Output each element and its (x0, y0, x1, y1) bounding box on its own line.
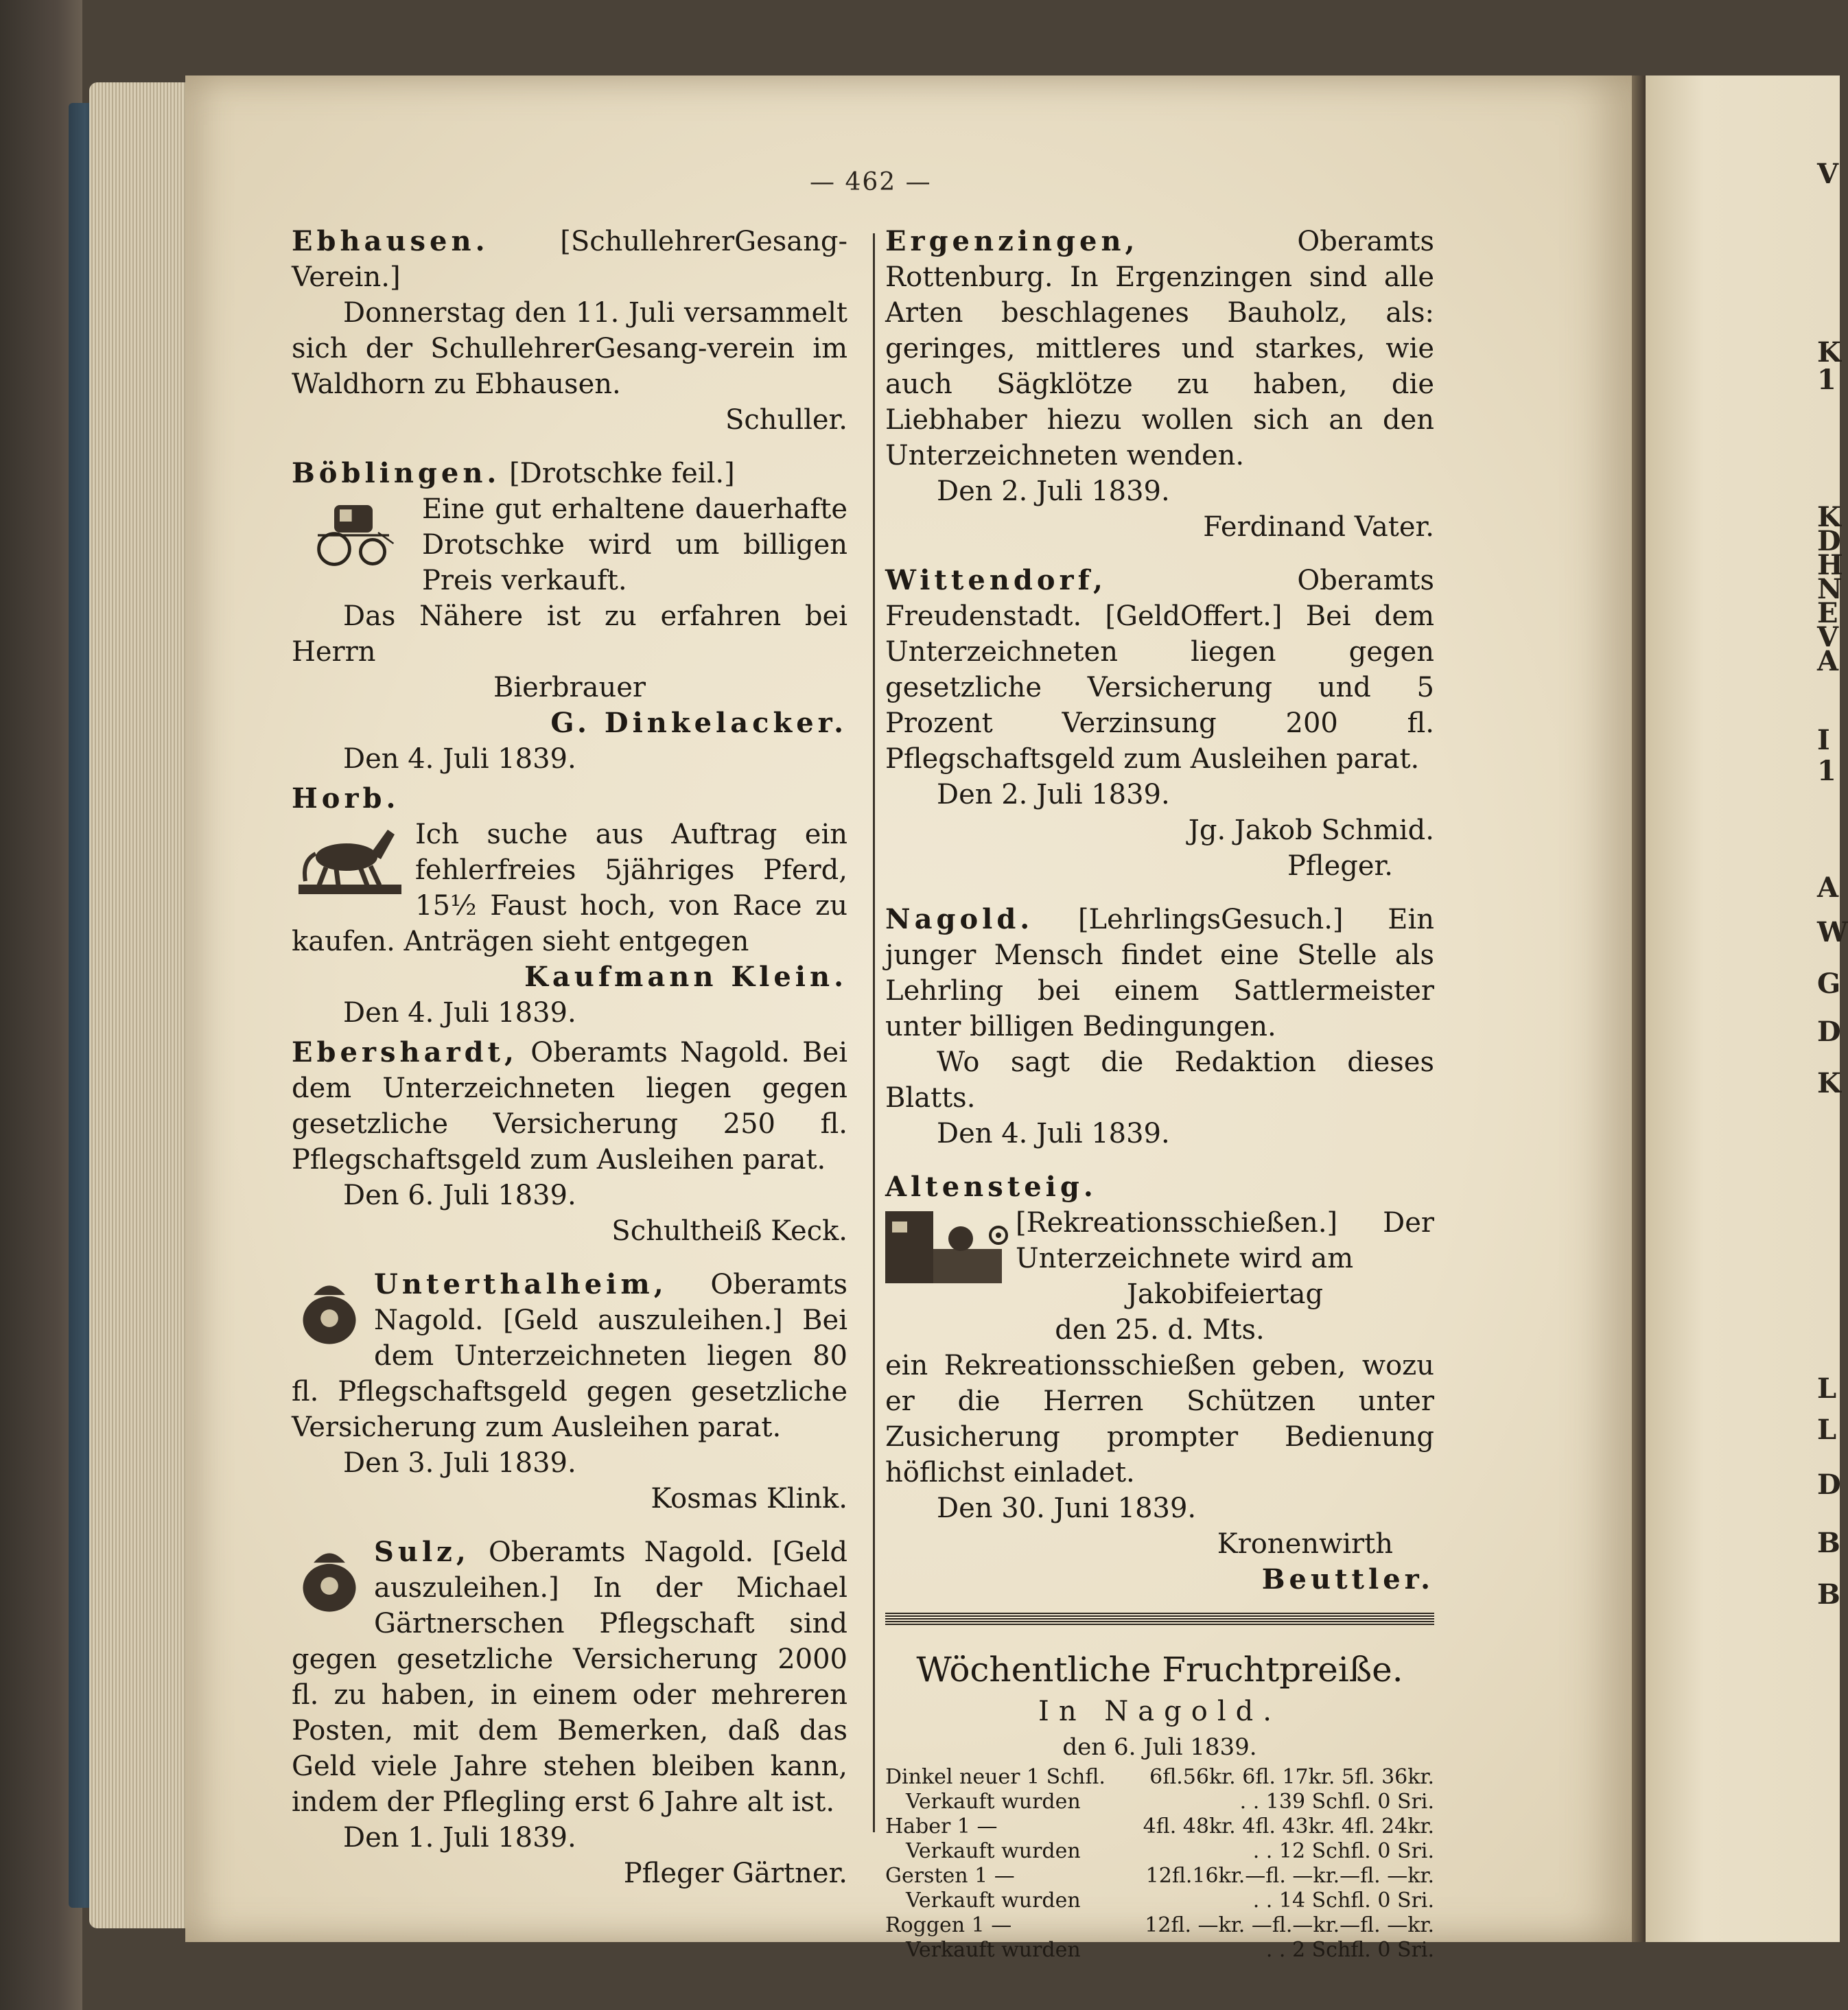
ad-place: Altensteig. (885, 1171, 1097, 1203)
ad-date: Den 6. Juli 1839. (343, 1180, 576, 1211)
ad-body-2: Das Nähere ist zu erfahren bei Herrn (292, 600, 847, 668)
table-row (885, 1938, 1434, 1963)
ad-signature-title: Bierbrauer (493, 672, 646, 703)
ad-ergenzingen (885, 224, 1434, 545)
ad-date: Den 4. Juli 1839. (343, 743, 576, 775)
table-cell-values: . . 12 Schfl. 0 Sri. (1252, 1839, 1434, 1863)
carriage-woodcut-icon (292, 494, 415, 576)
table-row (885, 1864, 1434, 1889)
table-cell-label: Dinkel neuer 1 Schfl. (885, 1765, 1106, 1789)
table-cell-values: 12fl. —kr. —fl.—kr.—fl. —kr. (1145, 1913, 1434, 1937)
ad-place: Ergenzingen, (885, 225, 1139, 257)
ad-date: Den 2. Juli 1839. (937, 779, 1170, 810)
ad-date: Den 4. Juli 1839. (937, 1118, 1170, 1149)
next-page-fragment: L (1817, 1372, 1837, 1405)
ad-place: Wittendorf, (885, 564, 1107, 596)
ad-topic: [SchullehrerGesang-Verein.] (292, 226, 847, 293)
table-cell-values: . . 14 Schfl. 0 Sri. (1252, 1889, 1434, 1913)
next-page-fragment: 1 (1817, 755, 1836, 787)
table-row (885, 1839, 1434, 1864)
ad-horb (292, 781, 847, 1031)
ad-body: [Rekreationsschießen.] Der Unterzeichnete wird am (1016, 1207, 1434, 1274)
table-cell-label: Verkauft wurden (906, 1790, 1081, 1814)
page-edges (89, 82, 199, 1928)
ad-signature: G. Dinkelacker. (550, 707, 847, 739)
ad-body: Oberamts Nagold. [Geld auszuleihen.] Bei dem Unterzeichneten liegen 80 fl. Pflegschaftsgeld gegen gesetzliche Versicherung zum Ausleihen parat. (292, 1269, 847, 1443)
ad-body: Oberamts Nagold. [Geld auszuleihen.] In der Michael Gärtnerschen Pflegschaft sind gegen gesetzliche Versicherung 2000 fl. zu haben, in einem oder mehreren Posten, mit dem Bemerken, daß das Geld viele Jahre stehen bleiben kann, indem der Pflegling erst 6 Jahre alt ist. (292, 1536, 848, 1818)
ad-nagold-lehrling (885, 902, 1434, 1152)
ad-ebershardt (292, 1035, 847, 1249)
ad-place: Böblingen. (292, 457, 501, 489)
next-page-fragment: H (1817, 549, 1843, 581)
next-page-fragment: A (1817, 645, 1839, 677)
table-cell-values: 6fl.56kr. 6fl. 17kr. 5fl. 36kr. (1149, 1765, 1434, 1789)
next-page-fragment: V (1817, 621, 1839, 653)
ad-place: Horb. (292, 782, 400, 815)
ad-signature-2: Beuttler. (1261, 1563, 1434, 1596)
grain-prices (885, 1646, 1434, 1963)
prices-title: Wöchentliche Fruchtpreiße. (916, 1650, 1403, 1690)
ad-body: Ich suche aus Auftrag ein fehlerfreies 5jähriges Pferd, 15½ Faust hoch, von Race zu kaufen. Anträgen sieht entgegen (292, 819, 847, 957)
next-page-fragment: G (1817, 968, 1841, 1000)
ad-signature: Kosmas Klink. (651, 1483, 847, 1515)
left-column (292, 220, 847, 1891)
ad-signature: Schultheiß Keck. (611, 1215, 847, 1247)
ad-wittendorf (885, 563, 1434, 884)
page-gutter (1632, 75, 1646, 1942)
table-cell-label: Gersten 1 — (885, 1864, 1015, 1888)
ad-signature-title: Pfleger. (1287, 850, 1393, 882)
ad-signature: Ferdinand Vater. (1203, 511, 1434, 543)
ad-signature: Schuller. (725, 404, 847, 436)
right-column (885, 220, 1434, 1963)
horse-woodcut-icon (292, 819, 408, 902)
ad-signature: Kronenwirth (1217, 1528, 1393, 1560)
ad-signature: Jg. Jakob Schmid. (1188, 815, 1434, 846)
next-page-fragment: I (1817, 724, 1830, 756)
next-page-fragment: D (1817, 525, 1841, 557)
money-bag-woodcut-icon (292, 1537, 367, 1620)
prices-date: den 6. Juli 1839. (1062, 1733, 1257, 1761)
table-row (885, 1790, 1434, 1814)
ad-place: Nagold. (885, 903, 1034, 935)
ad-body-2: Wo sagt die Redaktion dieses Blatts. (885, 1047, 1434, 1114)
ad-sulz (292, 1534, 847, 1891)
next-page-fragment: V (1817, 158, 1839, 190)
table-cell-values: 4fl. 48kr. 4fl. 43kr. 4fl. 24kr. (1143, 1814, 1434, 1838)
table-cell-values: . . 139 Schfl. 0 Sri. (1239, 1790, 1434, 1814)
next-page-fragment: W (1817, 916, 1848, 948)
next-page-fragment: L (1817, 1414, 1837, 1446)
ad-place: Ebhausen. (292, 225, 489, 257)
ad-center-line-1: Jakobifeiertag (1126, 1278, 1324, 1310)
next-page-fragment: B (1817, 1527, 1840, 1559)
column-divider (873, 233, 875, 1832)
ad-date: Den 4. Juli 1839. (343, 997, 576, 1029)
page-number: — 462 — (810, 168, 932, 196)
ad-topic: [Drotschke feil.] (509, 458, 735, 489)
ad-signature: Pfleger Gärtner. (623, 1858, 847, 1889)
table-cell-label: Verkauft wurden (906, 1839, 1081, 1863)
ad-body: Donnerstag den 11. Juli versammelt sich der SchullehrerGesang-verein im Waldhorn zu Ebhausen. (292, 297, 847, 400)
ad-signature: Kaufmann Klein. (524, 961, 847, 993)
ad-ebhausen (292, 224, 847, 438)
ad-body-2: ein Rekreationsschießen geben, wozu er die Herren Schützen unter Zusicherung prompter Bedienung höflichst einladet. (885, 1350, 1434, 1488)
next-page-fragment: B (1817, 1578, 1840, 1611)
section-rule (885, 1613, 1434, 1625)
ad-place: Sulz, (374, 1536, 470, 1568)
ad-body: Oberamts Freudenstadt. [GeldOffert.] Bei dem Unterzeichneten liegen gegen gesetzliche Versicherung und 5 Prozent Verzinsung 200 fl. Pflegschaftsgeld zum Ausleihen parat. (885, 565, 1434, 775)
ad-date: Den 1. Juli 1839. (343, 1822, 576, 1854)
table-cell-label: Roggen 1 — (885, 1913, 1012, 1937)
next-page-fragment: E (1817, 597, 1838, 629)
ad-body: Oberamts Nagold. Bei dem Unterzeichneten liegen gegen gesetzliche Versicherung 250 fl. Pflegschaftsgeld zum Ausleihen parat. (292, 1037, 847, 1176)
ad-date: Den 2. Juli 1839. (937, 476, 1170, 507)
ad-date: Den 30. Juni 1839. (937, 1493, 1197, 1524)
table-row (885, 1765, 1434, 1790)
next-page-edge (1646, 75, 1848, 1942)
table-cell-values: . . 2 Schfl. 0 Sri. (1265, 1938, 1434, 1962)
shooting-range-woodcut-icon (885, 1208, 1009, 1290)
table-cell-label: Verkauft wurden (906, 1889, 1081, 1913)
ad-body: Eine gut erhaltene dauerhafte Drotschke wird um billigen Preis verkauft. (422, 493, 847, 596)
prices-table (885, 1765, 1434, 1963)
next-page-fragment: D (1817, 1016, 1841, 1048)
next-page-fragment: N (1817, 573, 1843, 605)
next-page-fragment: D (1817, 1469, 1841, 1501)
table-row (885, 1814, 1434, 1839)
ad-altensteig (885, 1169, 1434, 1598)
next-page-fragment: K (1817, 501, 1841, 533)
next-page-fragment: A (1817, 872, 1839, 904)
ad-unterthalheim (292, 1267, 847, 1517)
ad-body: [LehrlingsGesuch.] Ein junger Mensch findet eine Stelle als Lehrling bei einem Sattlermeister unter billigen Bedingungen. (885, 904, 1434, 1042)
ad-place: Unterthalheim, (374, 1268, 668, 1300)
table-cell-label: Verkauft wurden (906, 1938, 1081, 1962)
next-page-fragment: K (1817, 1067, 1841, 1099)
table-row (885, 1889, 1434, 1913)
ad-place: Ebershardt, (292, 1036, 518, 1068)
ad-date: Den 3. Juli 1839. (343, 1447, 576, 1479)
prices-place: In Nagold. (1038, 1696, 1281, 1727)
ad-boeblingen (292, 456, 847, 777)
next-page-fragment: 1 (1817, 364, 1836, 396)
next-page-fragment: K (1817, 336, 1841, 369)
table-row (885, 1913, 1434, 1938)
ad-body: Oberamts Rottenburg. In Ergenzingen sind alle Arten beschlagenes Bauholz, als: geringes, mittleres und starkes, wie auch Sägklötze zu haben, die Liebhaber hiezu wollen sich an den Unterzeichneten wenden. (885, 226, 1434, 471)
table-cell-values: 12fl.16kr.—fl. —kr.—fl. —kr. (1145, 1864, 1434, 1888)
money-bag-woodcut-icon (292, 1270, 367, 1352)
ad-center-line-2: den 25. d. Mts. (1055, 1314, 1265, 1346)
table-cell-label: Haber 1 — (885, 1814, 998, 1838)
